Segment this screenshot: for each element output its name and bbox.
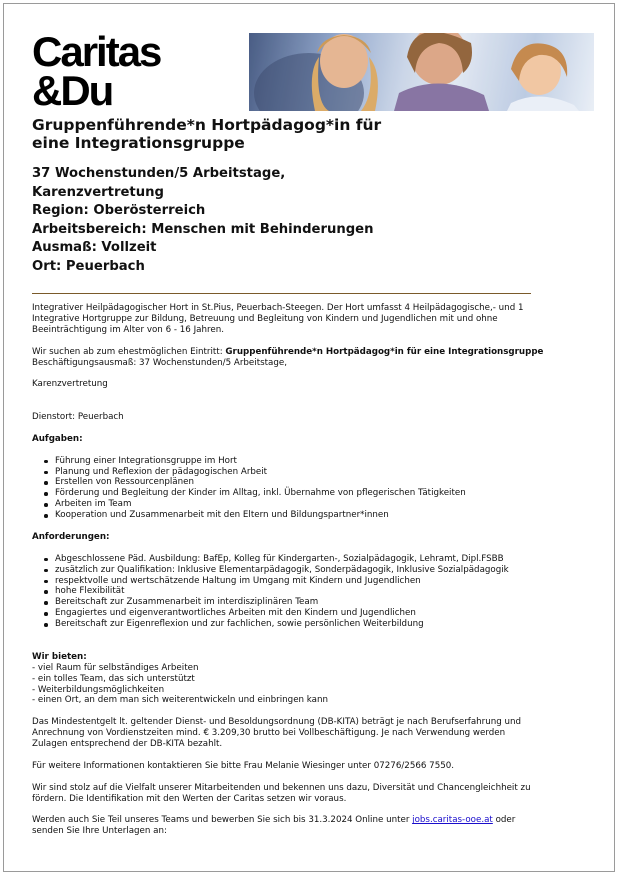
fact-contract: Karenzvertretung (32, 184, 164, 200)
search-hours: Beschäftigungsausmaß: 37 Wochenstunden/5 Arbeitstage, (32, 357, 287, 368)
intro-paragraph: Integrativer Heilpädagogischer Hort in St.Pius, Peuerbach-Steegen. Der Hort umfasst 4 Heilpädagogische,- und 1 Integrative Hortgruppe zur Bildung, Betreuung und Begleitung von Kindern und Jugendlichen mit und ohne Beeinträchtigung im Alter von 6 - 16 Jahren. (32, 303, 524, 335)
apply-text-end: oder senden Sie Ihre Unterlagen an: (32, 815, 516, 837)
fact-extent: Ausmaß: Vollzeit (32, 240, 157, 256)
list-item: Abgeschlossene Päd. Ausbildung: BafEp, Kolleg für Kindergarten-, Sozialpädagogik, Lehramt, Dipl.FSBB (32, 554, 532, 565)
apply-paragraph (32, 815, 532, 837)
offer-item: - viel Raum für selbständiges Arbeiten (32, 662, 199, 673)
list-item: Engagiertes und eigenverantwortliches Arbeiten mit den Kindern und Jugendlichen (32, 608, 532, 619)
caritas-logo (32, 28, 161, 114)
fact-location: Ort: Peuerbach (32, 258, 145, 274)
list-item: hohe Flexibilität (32, 586, 532, 597)
offer-item: - ein tolles Team, das sich unterstützt (32, 673, 195, 684)
job-title: Gruppenführende*n Hortpädagog*in für eine Integrationsgruppe (32, 116, 382, 152)
logo-line-2: &Du (32, 67, 113, 114)
list-item: Bereitschaft zur Zusammenarbeit im interdisziplinären Team (32, 597, 532, 608)
divider (32, 293, 531, 294)
tasks-heading: Aufgaben: (32, 433, 83, 444)
fact-hours: 37 Wochenstunden/5 Arbeitstage, (32, 166, 286, 181)
apply-text: Werden auch Sie Teil unseres Teams und bewerben Sie sich bis 31.3.2024 Online unter (32, 815, 413, 826)
salary-paragraph: Das Mindestentgelt lt. geltender Dienst- und Besoldungsordnung (DB-KITA) beträgt je nach Berufserfahrung und Anrechnung von Vordienstzeiten mind. € 3.209,30 brutto bei Vollbeschäftigung. Je nach Verwendung werden Zulagen entsprechend der DB-KITA bezahlt. (32, 717, 522, 750)
search-position: Gruppenführende*n Hortpädagog*in für eine Integrationsgruppe (225, 346, 544, 357)
fact-region: Region: Oberösterreich (32, 203, 206, 219)
requirements-heading: Anforderungen: (32, 531, 110, 542)
list-item: Planung und Reflexion der pädagogischen Arbeit (32, 467, 532, 478)
contact-paragraph: Für weitere Informationen kontaktieren Sie bitte Frau Melanie Wiesinger unter 07276/2566 7550. (32, 760, 455, 771)
jobs-link[interactable]: jobs.caritas-ooe.at (412, 815, 493, 826)
job-description (32, 303, 544, 837)
search-paragraph (32, 346, 544, 358)
search-prefix: Wir suchen ab zum ehestmöglichen Eintritt: (32, 346, 226, 357)
children-photo-icon (249, 33, 594, 111)
fact-field: Arbeitsbereich: Menschen mit Behinderungen (32, 221, 374, 237)
list-item: Förderung und Begleitung der Kinder im Alltag, inkl. Übernahme von pflegerischen Tätigkeiten (32, 488, 532, 499)
list-item: Führung einer Integrationsgruppe im Hort (32, 456, 532, 467)
offer-item: - einen Ort, an dem man sich weiterentwickeln und einbringen kann (32, 695, 329, 706)
diversity-paragraph: Wir sind stolz auf die Vielfalt unserer Mitarbeitenden und bekennen uns dazu, Diversität und Chancengleichheit zu fördern. Die Identifikation mit den Werten der Caritas setzen wir voraus. (32, 782, 531, 804)
requirements-list (32, 554, 532, 630)
list-item: Arbeiten im Team (32, 499, 532, 510)
header-photo (249, 33, 594, 111)
search-location: Dienstort: Peuerbach (32, 412, 124, 422)
job-facts (32, 165, 432, 277)
list-item: Bereitschaft zur Eigenreflexion und zur fachlichen, sowie persönlichen Weiterbildung (32, 619, 532, 630)
offers-heading: Wir bieten: (32, 651, 87, 662)
tasks-list (32, 456, 532, 521)
offer-item: - Weiterbildungsmöglichkeiten (32, 684, 165, 695)
list-item: Kooperation und Zusammenarbeit mit den Eltern und Bildungspartner*innen (32, 510, 532, 521)
list-item: respektvolle und wertschätzende Haltung im Umgang mit Kindern und Jugendlichen (32, 576, 532, 587)
list-item: zusätzlich zur Qualifikation: Inklusive Elementarpädagogik, Sonderpädagogik, Inklusive Sozialpädagogik (32, 565, 532, 576)
job-posting-page (3, 3, 615, 872)
logo-line-1: Caritas (32, 28, 161, 75)
search-type: Karenzvertretung (32, 379, 108, 390)
list-item: Erstellen von Ressourcenplänen (32, 477, 532, 488)
